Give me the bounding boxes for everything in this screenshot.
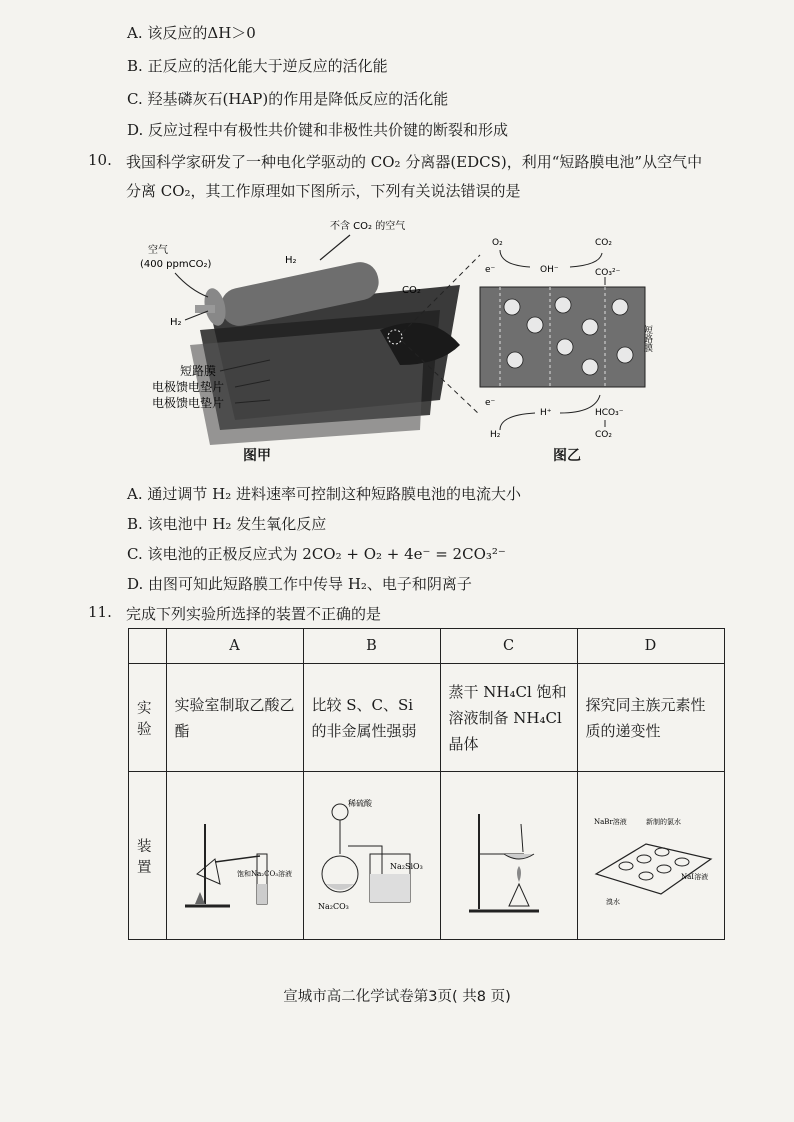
header-d: D [577,629,724,664]
label-b-co2-top: CO₂ [595,238,612,248]
q11-number: 11. [88,603,112,621]
q10-option-a: A. 通过调节 H₂ 进料速率可控制这种短路膜电池的电流大小 [127,485,522,503]
apparatus-a-drawing [175,784,295,924]
table-header-row [129,629,725,664]
caption-figure-b: 图乙 [553,448,581,464]
label-d-cl: 新制的氯水 [645,817,681,826]
q10-option-d: D. 由图可知此短路膜工作中传导 H₂、电子和阴离子 [127,575,472,593]
label-b-co2-bottom: CO₂ [595,430,612,440]
q9-option-d: D. 反应过程中有极性共价键和非极性共价键的断裂和形成 [127,121,509,139]
label-pad-2: 电极馈电垫片 [152,396,225,410]
label-d-br: 溴水 [605,897,620,906]
row-label-device: 装 置 [129,772,167,940]
q10-number: 10. [88,151,112,169]
q10-option-b: B. 该电池中 H₂ 发生氧化反应 [127,515,327,533]
q10-stem-line2: 分离 CO₂，其工作原理如下图所示，下列有关说法错误的是 [126,182,521,200]
air-arrow [175,273,208,297]
q10-stem-line1: 我国科学家研发了一种电化学驱动的 CO₂ 分离器(EDCS)，利用“短路膜电池”从空气中 [126,153,703,171]
q9-option-a: A. 该反应的ΔH＞0 [127,24,256,42]
q10-figure [140,215,680,465]
device-c [440,772,577,940]
device-d [577,772,724,940]
table-row-device [129,772,725,940]
device-a [166,772,303,940]
experiment-b: 比较 S、C、Si 的非金属性强弱 [303,664,440,772]
label-air: 空气 [148,245,168,256]
label-pad-1: 电极馈电垫片 [152,380,225,394]
experiment-a: 实验室制取乙酸乙酯 [166,664,303,772]
header-b: B [303,629,440,664]
caption-figure-a: 图甲 [243,448,271,464]
figure-a [140,219,460,445]
label-b-hco3: HCO₃⁻ [595,408,624,418]
b-bottom-arrows [500,395,605,430]
label-b-e-bottom: e⁻ [485,398,496,408]
experiment-c: 蒸干 NH₄Cl 饱和溶液制备 NH₄Cl 晶体 [440,664,577,772]
label-b-h-plus: H⁺ [540,408,552,418]
label-short-membrane: 短路膜 [180,364,217,378]
label-d-nabr: NaBr溶液 [593,817,627,826]
exhaust-arrow [320,235,350,260]
label-d-nai: NaI溶液 [680,872,708,881]
page-footer: 宣城市高二化学试卷第3页( 共8 页) [283,989,511,1005]
q10-option-c: C. 该电池的正极反应式为 2CO₂ + O₂ + 4e⁻ = 2CO₃²⁻ [127,545,506,563]
header-a: A [166,629,303,664]
label-b-e-top: e⁻ [485,265,496,275]
figure-b [480,238,653,440]
label-a-tube: 饱和Na₂CO₃溶液 [236,869,292,878]
apparatus-b-drawing [312,784,432,924]
experiment-d: 探究同主族元素性质的递变性 [577,664,724,772]
label-co2-out: CO₂ [402,285,421,296]
label-b-co3: CO₃²⁻ [595,268,621,278]
label-b-side: 短路膜 [642,325,652,352]
q9-option-c: C. 羟基磷灰石(HAP)的作用是降低反应的活化能 [127,90,449,108]
header-corner [129,629,167,664]
apparatus-c-drawing [449,784,569,924]
apparatus-d-drawing [586,784,716,924]
row-label-experiment: 实 验 [129,664,167,772]
label-h2-top: H₂ [285,255,297,266]
q11-table [128,628,725,940]
table-row-experiment [129,664,725,772]
header-c: C [440,629,577,664]
q9-option-b: B. 正反应的活化能大于逆反应的活化能 [127,57,388,75]
label-h2-left: H₂ [170,317,182,328]
label-b-o2: O₂ [492,238,503,248]
label-b-h2: H₂ [490,430,501,440]
label-b-na2co3: Na₂CO₃ [317,901,349,911]
label-b-na2sio3: Na₂SiO₃ [389,861,423,871]
label-b-acid: 稀硫酸 [347,798,372,808]
label-no-co2-air: 不含 CO₂ 的空气 [330,221,406,232]
label-b-oh: OH⁻ [540,265,559,275]
label-air-conc: (400 ppmCO₂) [140,259,212,270]
q11-stem: 完成下列实验所选择的装置不正确的是 [126,605,382,623]
device-b [303,772,440,940]
